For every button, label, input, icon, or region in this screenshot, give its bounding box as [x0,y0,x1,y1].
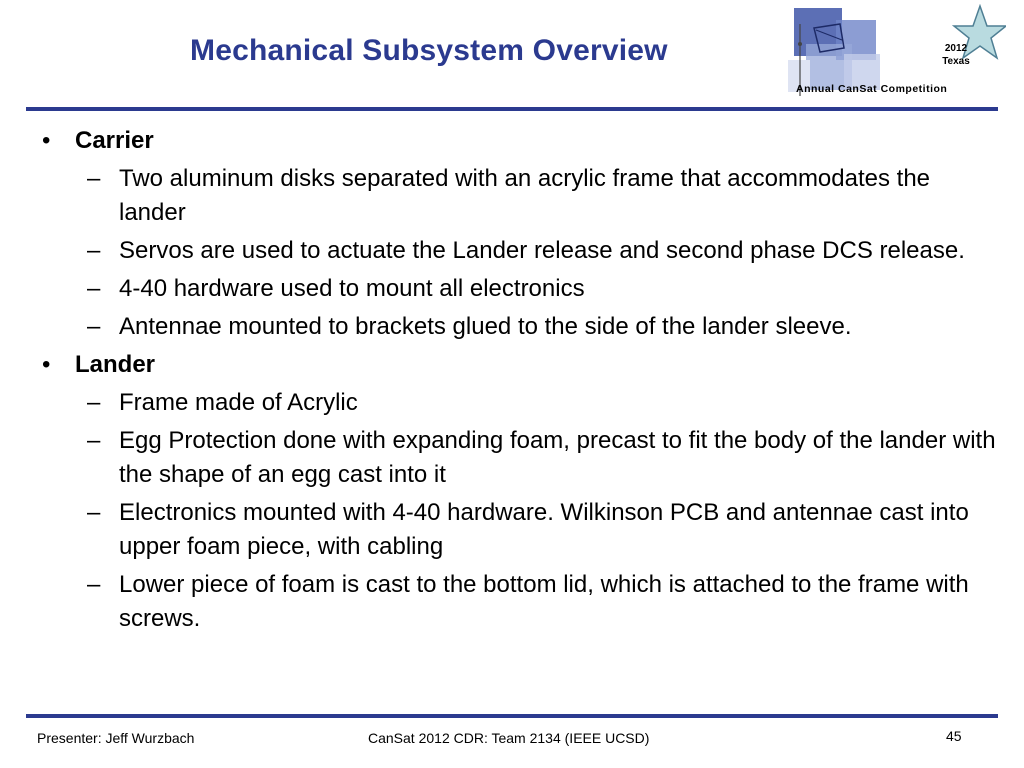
list-item [30,424,1000,492]
list-item-text: Egg Protection done with expanding foam, precast to fit the body of the lander with the shape of an egg cast into it [119,427,996,488]
dash-icon: – [87,499,101,526]
list-item [30,496,1000,564]
dash-icon: – [87,165,101,192]
footer-event: CanSat 2012 CDR: Team 2134 (IEEE UCSD) [368,730,650,746]
dash-icon: – [87,275,101,302]
page-number: 45 [946,728,962,744]
bullet-icon: • [42,127,51,154]
list-item-text: Frame made of Acrylic [119,389,358,416]
list-item [30,234,1000,268]
dash-icon: – [87,427,101,454]
bullet-icon: • [42,351,51,378]
dash-icon: – [87,237,101,264]
list-item-text: Servos are used to actuate the Lander release and second phase DCS release. [119,237,965,264]
list-item-text: Antennae mounted to brackets glued to the side of the lander sleeve. [119,313,852,340]
footer-presenter: Presenter: Jeff Wurzbach [37,730,195,746]
section-heading-text: Lander [75,351,156,378]
logo-year: 2012 [944,43,968,54]
list-item [30,568,1000,636]
dash-icon: – [87,313,101,340]
list-item-text: Electronics mounted with 4-40 hardware. Wilkinson PCB and antennae cast into upper foam piece, with cabling [119,499,969,560]
dash-icon: – [87,571,101,598]
slide-title: Mechanical Subsystem Overview [190,34,668,67]
list-item-text: 4-40 hardware used to mount all electronics [119,275,585,302]
cansat-competition-logo [784,4,1006,104]
list-item-text: Lower piece of foam is cast to the bottom lid, which is attached to the frame with screws. [119,571,969,632]
section-heading-lander [30,348,1000,382]
section-heading-text: Carrier [75,127,154,154]
list-item-text: Two aluminum disks separated with an acrylic frame that accommodates the lander [119,165,931,226]
list-item [30,272,1000,306]
logo-name: Annual CanSat Competition [796,83,948,95]
list-item [30,386,1000,420]
list-item [30,162,1000,230]
logo-state: Texas [942,56,970,67]
section-heading-carrier [30,124,1000,158]
dash-icon: – [87,389,101,416]
footer-divider [26,714,998,718]
list-item [30,310,1000,344]
title-divider [26,107,998,111]
slide-body [30,124,1000,640]
